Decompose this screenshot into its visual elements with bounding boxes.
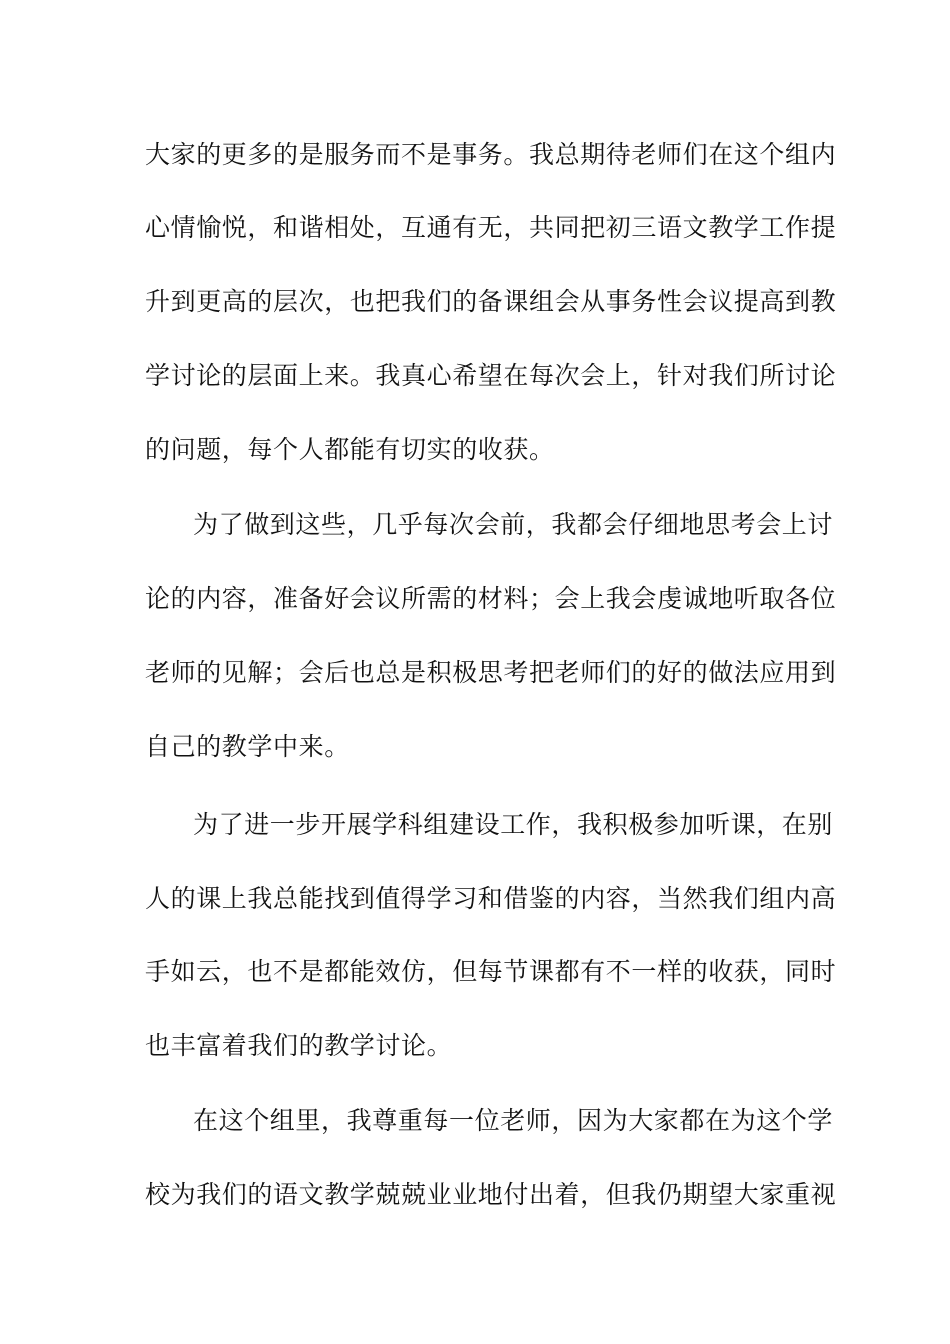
text-line: 心情愉悦，和谐相处，互通有无，共同把初三语文教学工作提 [145, 213, 837, 242]
text-line: 校为我们的语文教学兢兢业业地付出着，但我仍期望大家重视 [145, 1180, 837, 1209]
paragraph-start-line: 在这个组里，我尊重每一位老师，因为大家都在为这个学 [193, 1106, 834, 1135]
text-line: 学讨论的层面上来。我真心希望在每次会上，针对我们所讨论 [145, 361, 837, 390]
paragraph-start-line: 为了做到这些，几乎每次会前，我都会仔细地思考会上讨 [193, 510, 834, 539]
paragraph-start-line: 为了进一步开展学科组建设工作，我积极参加听课，在别 [193, 810, 834, 839]
text-line: 大家的更多的是服务而不是事务。我总期待老师们在这个组内 [145, 140, 837, 169]
text-line: 自己的教学中来。 [145, 732, 350, 761]
text-line: 人的课上我总能找到值得学习和借鉴的内容，当然我们组内高 [145, 884, 837, 913]
text-line: 也丰富着我们的教学讨论。 [145, 1031, 453, 1060]
text-line: 的问题，每个人都能有切实的收获。 [145, 435, 555, 464]
text-line: 论的内容，准备好会议所需的材料；会上我会虔诚地听取各位 [145, 584, 837, 613]
text-line: 手如云，也不是都能效仿，但每节课都有不一样的收获，同时 [145, 957, 837, 986]
text-line: 老师的见解；会后也总是积极思考把老师们的好的做法应用到 [145, 658, 837, 687]
text-line: 升到更高的层次，也把我们的备课组会从事务性会议提高到教 [145, 287, 837, 316]
